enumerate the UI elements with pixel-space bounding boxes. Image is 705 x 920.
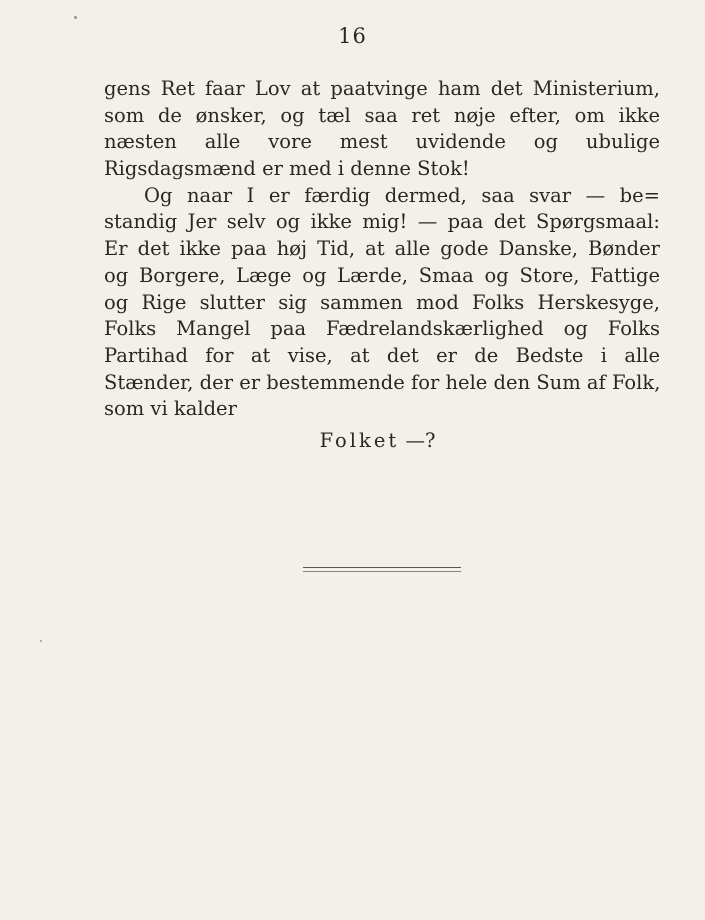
- text-line-8: og Borgere, Læge og Lærde, Smaa og Store, Fattige: [104, 263, 660, 287]
- text-line-13: som vi kalder: [104, 397, 237, 421]
- text-line-10: Folks Mangel paa Fædrelandskærlighed og Folks: [104, 317, 660, 341]
- text-line-3: næsten alle vore mest uvidende og ubulige: [104, 130, 660, 154]
- divider-rule-bottom: [303, 571, 461, 572]
- text-line-7: Er det ikke paa høj Tid, at alle gode Danske, Bønder: [104, 237, 660, 261]
- paper-speck: [74, 16, 77, 19]
- text-line-9: og Rige slutter sig sammen mod Folks Herskesyge,: [104, 290, 660, 314]
- text-line-2: som de ønsker, og tæl saa ret nøje efter, om ikke: [104, 103, 660, 127]
- divider-rule-top: [303, 567, 461, 568]
- text-line-11: Partihad for at vise, at det er de Bedste i alle: [104, 343, 660, 367]
- body-text: [104, 76, 660, 423]
- closing-mark: —?: [405, 429, 436, 452]
- text-line-5: Og naar I er færdig dermed, saa svar — be=: [144, 183, 660, 207]
- paper-speck: [40, 640, 42, 642]
- text-line-6: standig Jer selv og ikke mig! — paa det Spørgsmaal:: [104, 210, 660, 234]
- page-number: 16: [338, 24, 367, 48]
- text-line-1: gens Ret faar Lov at paatvinge ham det Ministerium,: [104, 77, 660, 100]
- section-divider: [303, 567, 461, 572]
- text-line-4: Rigsdagsmænd er med i denne Stok!: [104, 157, 470, 181]
- closing-word: Folket: [319, 429, 400, 452]
- closing-line: [0, 428, 705, 454]
- text-line-12: Stænder, der er bestemmende for hele den Sum af Folk,: [104, 370, 660, 394]
